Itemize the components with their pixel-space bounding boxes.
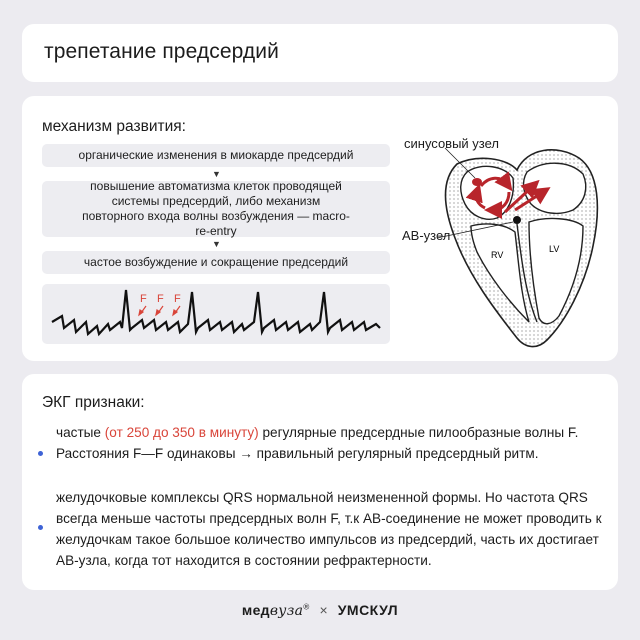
f-wave-label: F — [140, 293, 147, 305]
arrow-down-icon: ▼ — [212, 239, 221, 249]
list-item — [38, 487, 604, 573]
footer-brands — [0, 598, 640, 622]
mechanism-card — [22, 96, 618, 361]
ecg-waveform — [42, 284, 390, 344]
rate-highlight: (от 250 до 350 в минуту) — [104, 425, 259, 440]
bullet-text-part: частые — [56, 425, 105, 440]
ecg-signs-heading: ЭКГ признаки: — [42, 394, 145, 411]
bullet-text: желудочковые комплексы QRS нормальной неизмененной формы. Но частота QRS всегда меньше частоты предсердных волн F, т.к АВ-соединение не может проводить к желудочкам такое большое количество импульсов из предсердий, часть их достигает АВ-узла, когда тот находится в состоянии рефрактерности. — [56, 490, 602, 568]
bullet-dot-icon — [38, 451, 43, 456]
lv-label: LV — [549, 244, 560, 254]
left-ventricle — [529, 219, 583, 324]
separator-icon: × — [319, 602, 328, 618]
page-title: трепетание предсердий — [44, 40, 279, 63]
f-wave-label: F — [157, 293, 164, 305]
mechanism-heading: механизм развития: — [42, 118, 186, 135]
bullet-text-part: регулярные предсердные пилообразные волны F. Расстояния F—F одинаковы → правильный регулярный предсердный ритм. — [56, 425, 579, 461]
f-wave-label: F — [174, 293, 181, 305]
flow-step-3: частое возбуждение и сокращение предсердий — [42, 251, 390, 274]
f-wave-arrows — [139, 306, 180, 315]
flutter-wave-line — [52, 290, 380, 334]
av-node-label: АВ-узел — [402, 228, 451, 243]
sinus-node-label: синусовый узел — [404, 136, 499, 151]
medvuza-logo: медвуза® — [241, 601, 310, 619]
ecg-flutter-strip — [42, 284, 390, 344]
arrow-down-icon: ▼ — [212, 169, 221, 179]
bullet-dot-icon — [38, 525, 43, 530]
flow-step-2: повышение автоматизма клеток проводящей системы предсердий, либо механизм повторного входа волны возбуждения — macro-re-entry — [42, 181, 390, 237]
list-item — [38, 422, 604, 488]
flow-step-1: органические изменения в миокарде предсердий — [42, 144, 390, 167]
bullet-text — [56, 422, 604, 464]
left-atrium — [524, 163, 586, 213]
umskul-logo: УМСКУЛ — [337, 602, 399, 618]
ecg-signs-card — [22, 374, 618, 590]
av-node — [513, 216, 521, 224]
rv-label: RV — [491, 250, 504, 260]
title-card — [22, 24, 618, 82]
